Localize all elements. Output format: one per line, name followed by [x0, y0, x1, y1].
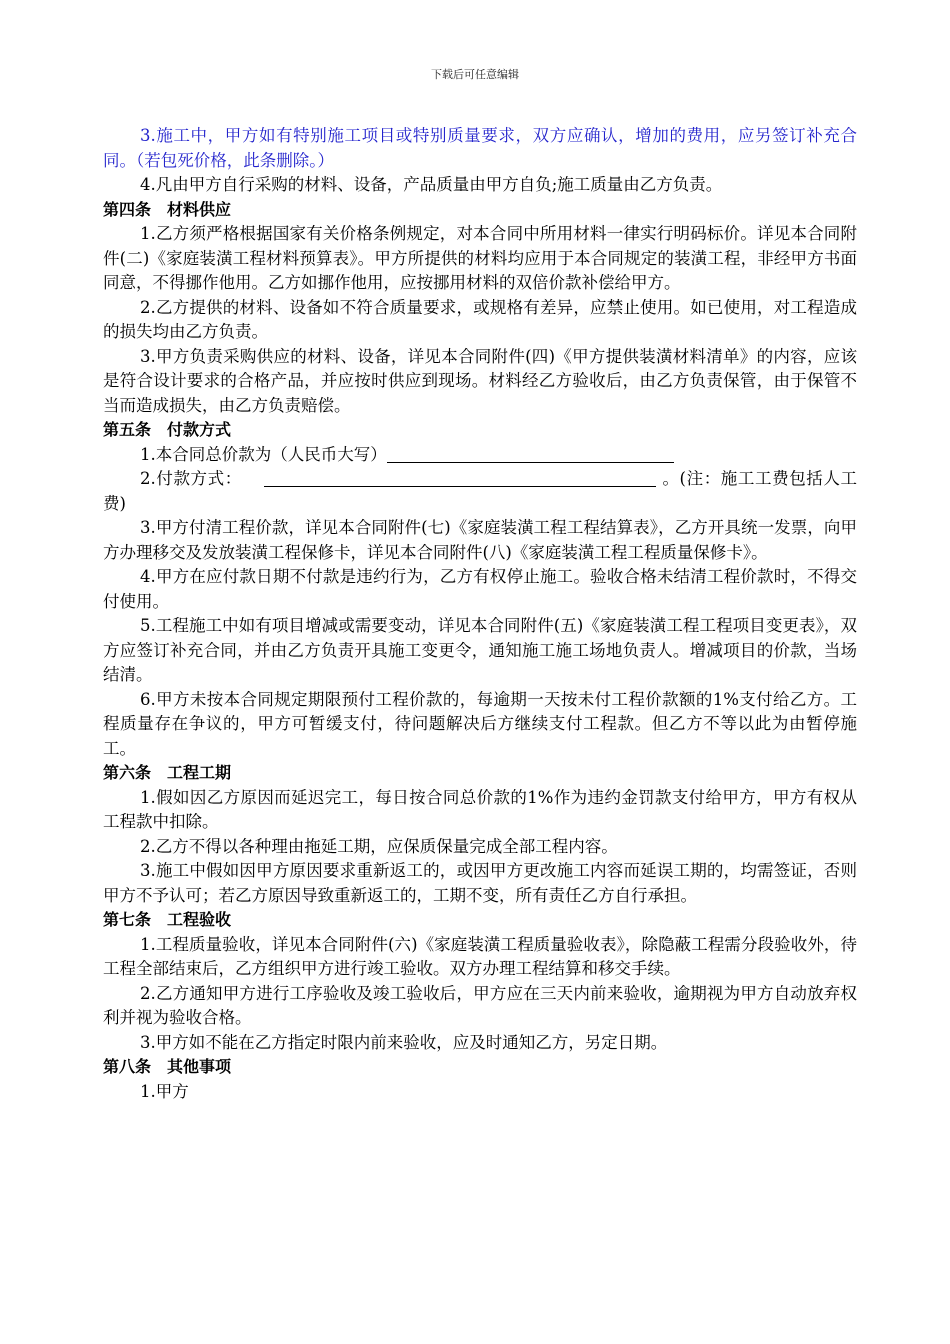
page-header: 下载后可任意编辑	[431, 68, 519, 81]
document-body	[103, 124, 857, 1104]
clause-5-2-text: 2.付款方式：	[140, 469, 242, 488]
clause-3-4: 4.凡由甲方自行采购的材料、设备，产品质量由甲方自负;施工质量由乙方负责。	[140, 175, 723, 194]
article-5-heading: 第五条 付款方式	[103, 420, 232, 439]
clause-5-1	[103, 443, 857, 468]
total-price-blank[interactable]	[387, 444, 674, 463]
clause-8-1: 1.甲方	[140, 1081, 189, 1101]
clause-5-4: 4.甲方在应付款日期不付款是违约行为，乙方有权停止施工。验收合格未结清工程价款时，不得交付使用。	[103, 567, 857, 611]
payment-method-blank[interactable]	[264, 468, 656, 487]
clause-3-3: 3.施工中，甲方如有特别施工项目或特别质量要求，双方应确认，增加的费用，应另签订补充合同。（若包死价格，此条删除。）	[103, 126, 857, 170]
clause-5-6: 6.甲方未按本合同规定期限预付工程价款的，每逾期一天按未付工程价款额的1%支付给乙方。工程质量存在争议的，甲方可暂缓支付，待问题解决后方继续支付工程款。但乙方不等以此为由暂停施工。	[103, 689, 857, 758]
clause-4-2: 2.乙方提供的材料、设备如不符合质量要求，或规格有差异，应禁止使用。如已使用，对工程造成的损失均由乙方负责。	[103, 297, 857, 341]
article-8-heading: 第八条 其他事项	[103, 1057, 232, 1076]
clause-4-1: 1.乙方须严格根据国家有关价格条例规定，对本合同中所用材料一律实行明码标价。详见本合同附件(二)《家庭装潢工程材料预算表》。甲方所提供的材料均应用于本合同规定的装潢工程，非经甲方书面同意，不得挪作他用。乙方如挪作他用，应按挪用材料的双倍价款补偿给甲方。	[103, 224, 857, 292]
article-7-heading: 第七条 工程验收	[103, 910, 232, 929]
clause-5-2-note: 。(注：施工工费包括人工费)	[103, 469, 858, 513]
clause-6-2: 2.乙方不得以各种理由拖延工期，应保质保量完成全部工程内容。	[140, 836, 618, 856]
clause-5-1-text: 1.本合同总价款为（人民币大写）	[140, 444, 387, 464]
clause-7-3: 3.甲方如不能在乙方指定时限内前来验收，应及时通知乙方，另定日期。	[140, 1032, 668, 1052]
article-4-heading: 第四条 材料供应	[103, 199, 232, 219]
clause-5-3: 3.甲方付清工程价款，详见本合同附件(七)《家庭装潢工程工程结算表》，乙方开具统一发票，向甲方办理移交及发放装潢工程保修卡，详见本合同附件(八)《家庭装潢工程工程质量保修卡》。	[103, 518, 857, 562]
clause-7-2: 2.乙方通知甲方进行工序验收及竣工验收后，甲方应在三天内前来验收，逾期视为甲方自动放弃权利并视为验收合格。	[103, 983, 857, 1027]
clause-7-1: 1.工程质量验收，详见本合同附件(六)《家庭装潢工程质量验收表》，除隐蔽工程需分段验收外，待工程全部结束后，乙方组织甲方进行竣工验收。双方办理工程结算和移交手续。	[103, 934, 857, 978]
clause-5-5: 5.工程施工中如有项目增减或需要变动，详见本合同附件(五)《家庭装潢工程工程项目变更表》，双方应签订补充合同，并由乙方负责开具施工变更令，通知施工施工场地负责人。增减项目的价款，当场结清。	[103, 616, 857, 684]
article-6-heading: 第六条 工程工期	[103, 763, 232, 782]
clause-5-2	[103, 467, 857, 516]
clause-6-1: 1.假如因乙方原因而延迟完工，每日按合同总价款的1%作为违约金罚款支付给甲方，甲方有权从工程款中扣除。	[103, 787, 857, 831]
clause-6-3: 3.施工中假如因甲方原因要求重新返工的，或因甲方更改施工内容而延误工期的，均需签证，否则甲方不予认可；若乙方原因导致重新返工的，工期不变，所有责任乙方自行承担。	[103, 861, 857, 905]
clause-4-3: 3.甲方负责采购供应的材料、设备，详见本合同附件(四)《甲方提供装潢材料清单》的内容，应该是符合设计要求的合格产品，并应按时供应到现场。材料经乙方验收后，由乙方负责保管，由于保管不当而造成损失，由乙方负责赔偿。	[103, 346, 857, 415]
